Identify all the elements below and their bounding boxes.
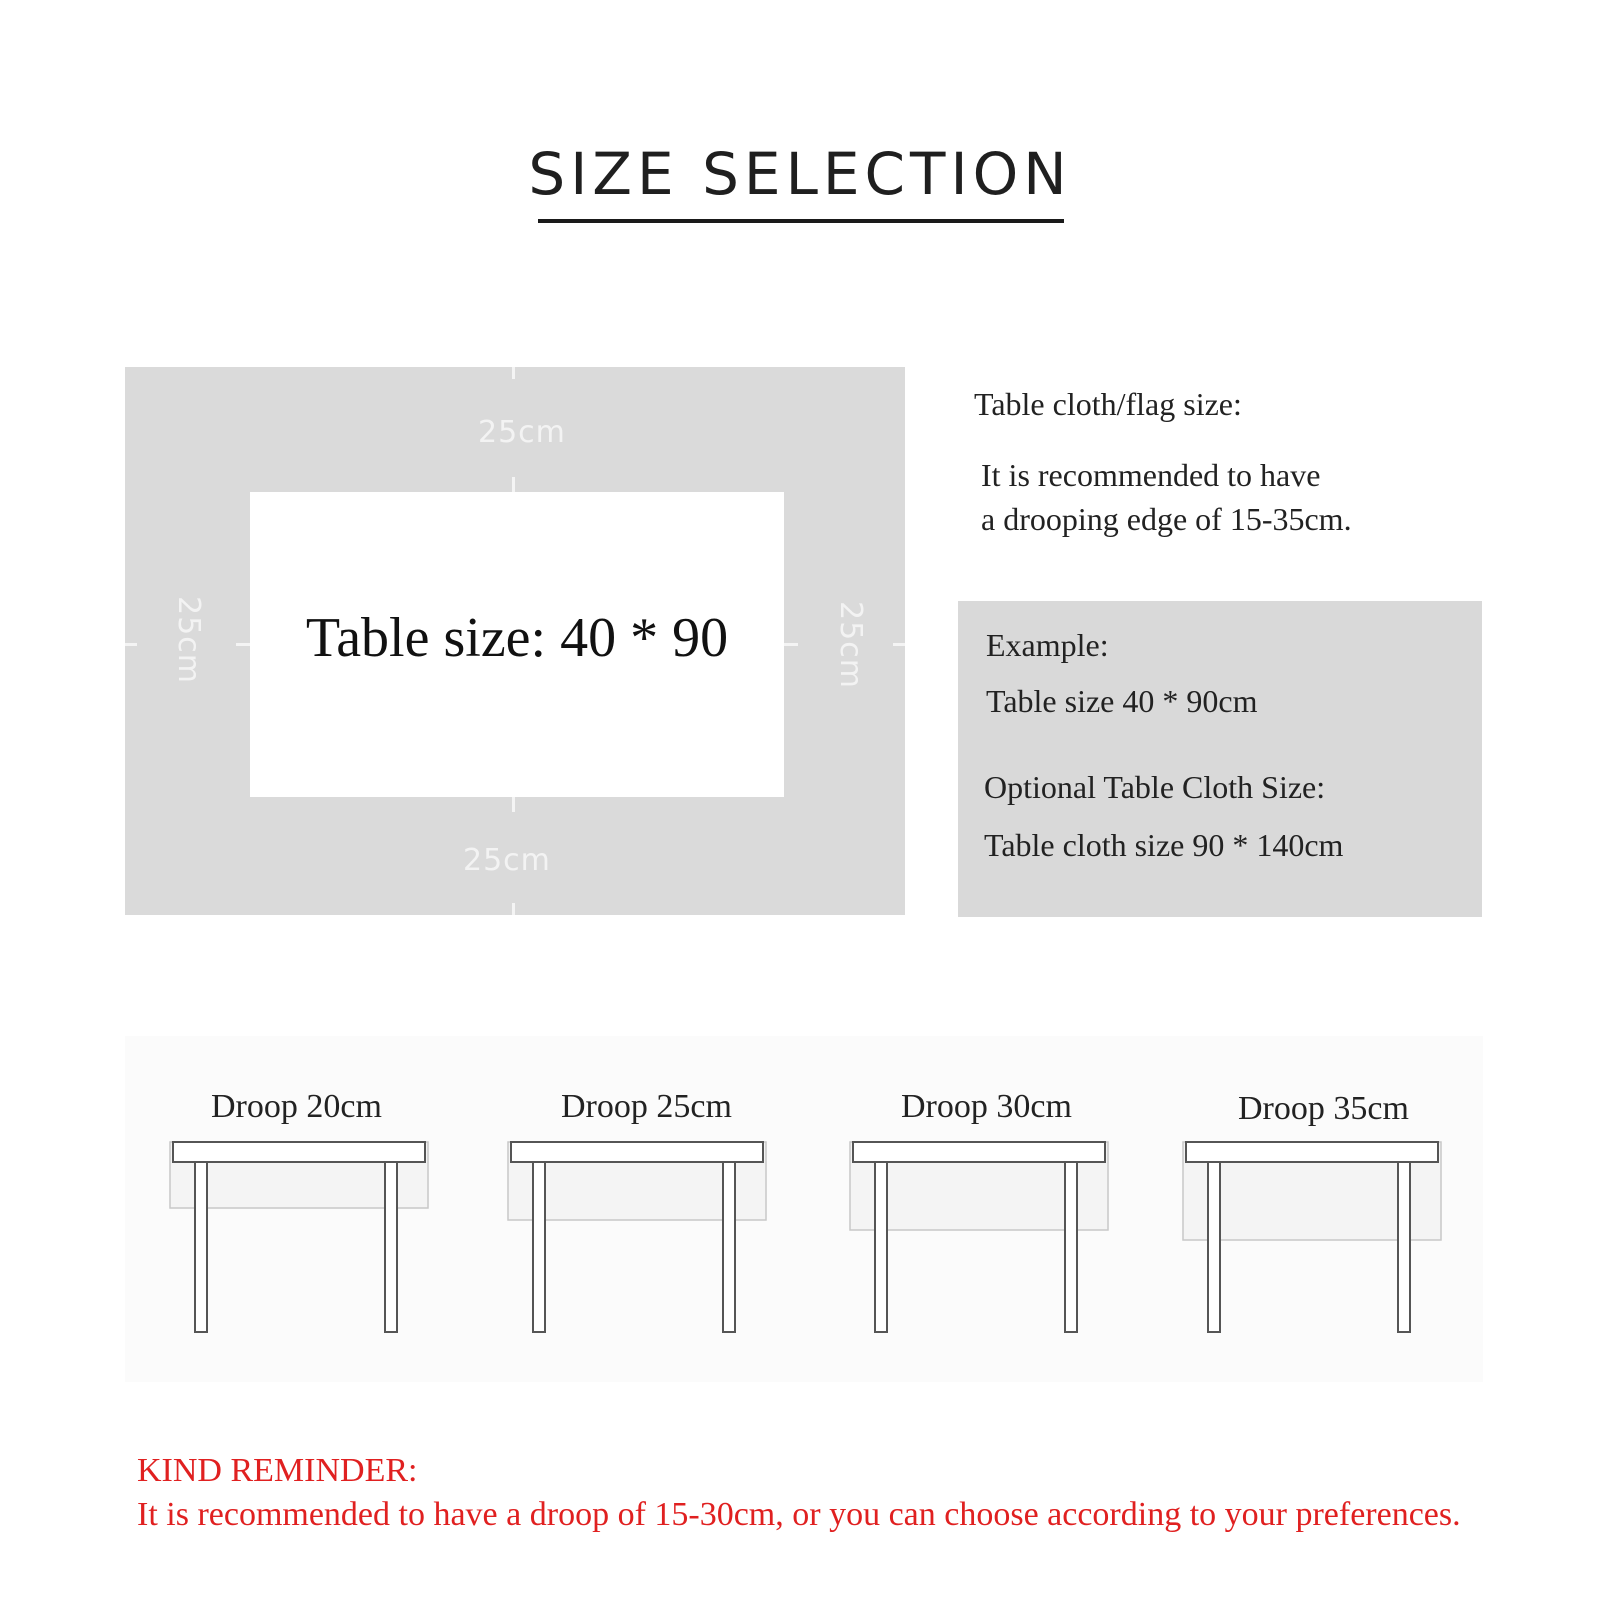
recommendation-line-2: a drooping edge of 15-35cm.	[981, 501, 1352, 537]
droop-bottom-label: 25cm	[463, 843, 551, 878]
tick-bottom-inner	[512, 797, 515, 812]
table-icon-droop-20	[165, 1130, 435, 1340]
droop-label-35: Droop 35cm	[1238, 1090, 1409, 1127]
tick-top-inner	[512, 477, 515, 492]
example-label: Example:	[986, 627, 1109, 663]
droop-top-label: 25cm	[478, 415, 566, 450]
tick-bottom	[512, 903, 515, 915]
droop-label-20: Droop 20cm	[211, 1088, 382, 1125]
optional-cloth-label: Optional Table Cloth Size:	[984, 769, 1326, 805]
droop-label-30: Droop 30cm	[901, 1088, 1072, 1125]
table-icon-droop-30	[845, 1130, 1115, 1340]
droop-right-label: 25cm	[832, 601, 868, 689]
cloth-size-heading: Table cloth/flag size:	[974, 386, 1242, 422]
example-cloth-size: Table cloth size 90 * 140cm	[984, 827, 1344, 863]
title-underline	[538, 219, 1064, 223]
table-size-text: Table size: 40 * 90	[305, 607, 729, 669]
tick-right	[893, 643, 905, 646]
recommendation-line-1: It is recommended to have	[981, 457, 1321, 493]
tick-right-inner	[784, 643, 798, 646]
tick-left	[125, 643, 137, 646]
reminder-text: It is recommended to have a droop of 15-30cm, or you can choose according to your preferences.	[137, 1496, 1461, 1533]
tick-top	[512, 367, 515, 379]
example-table-size: Table size 40 * 90cm	[986, 683, 1258, 719]
page-title: SIZE SELECTION	[528, 140, 1072, 208]
droop-left-label: 25cm	[170, 596, 206, 684]
table-icon-droop-25	[503, 1130, 773, 1340]
droop-label-25: Droop 25cm	[561, 1088, 732, 1125]
tick-left-inner	[236, 643, 250, 646]
reminder-title: KIND REMINDER:	[137, 1452, 418, 1489]
table-icon-droop-35	[1178, 1130, 1448, 1340]
